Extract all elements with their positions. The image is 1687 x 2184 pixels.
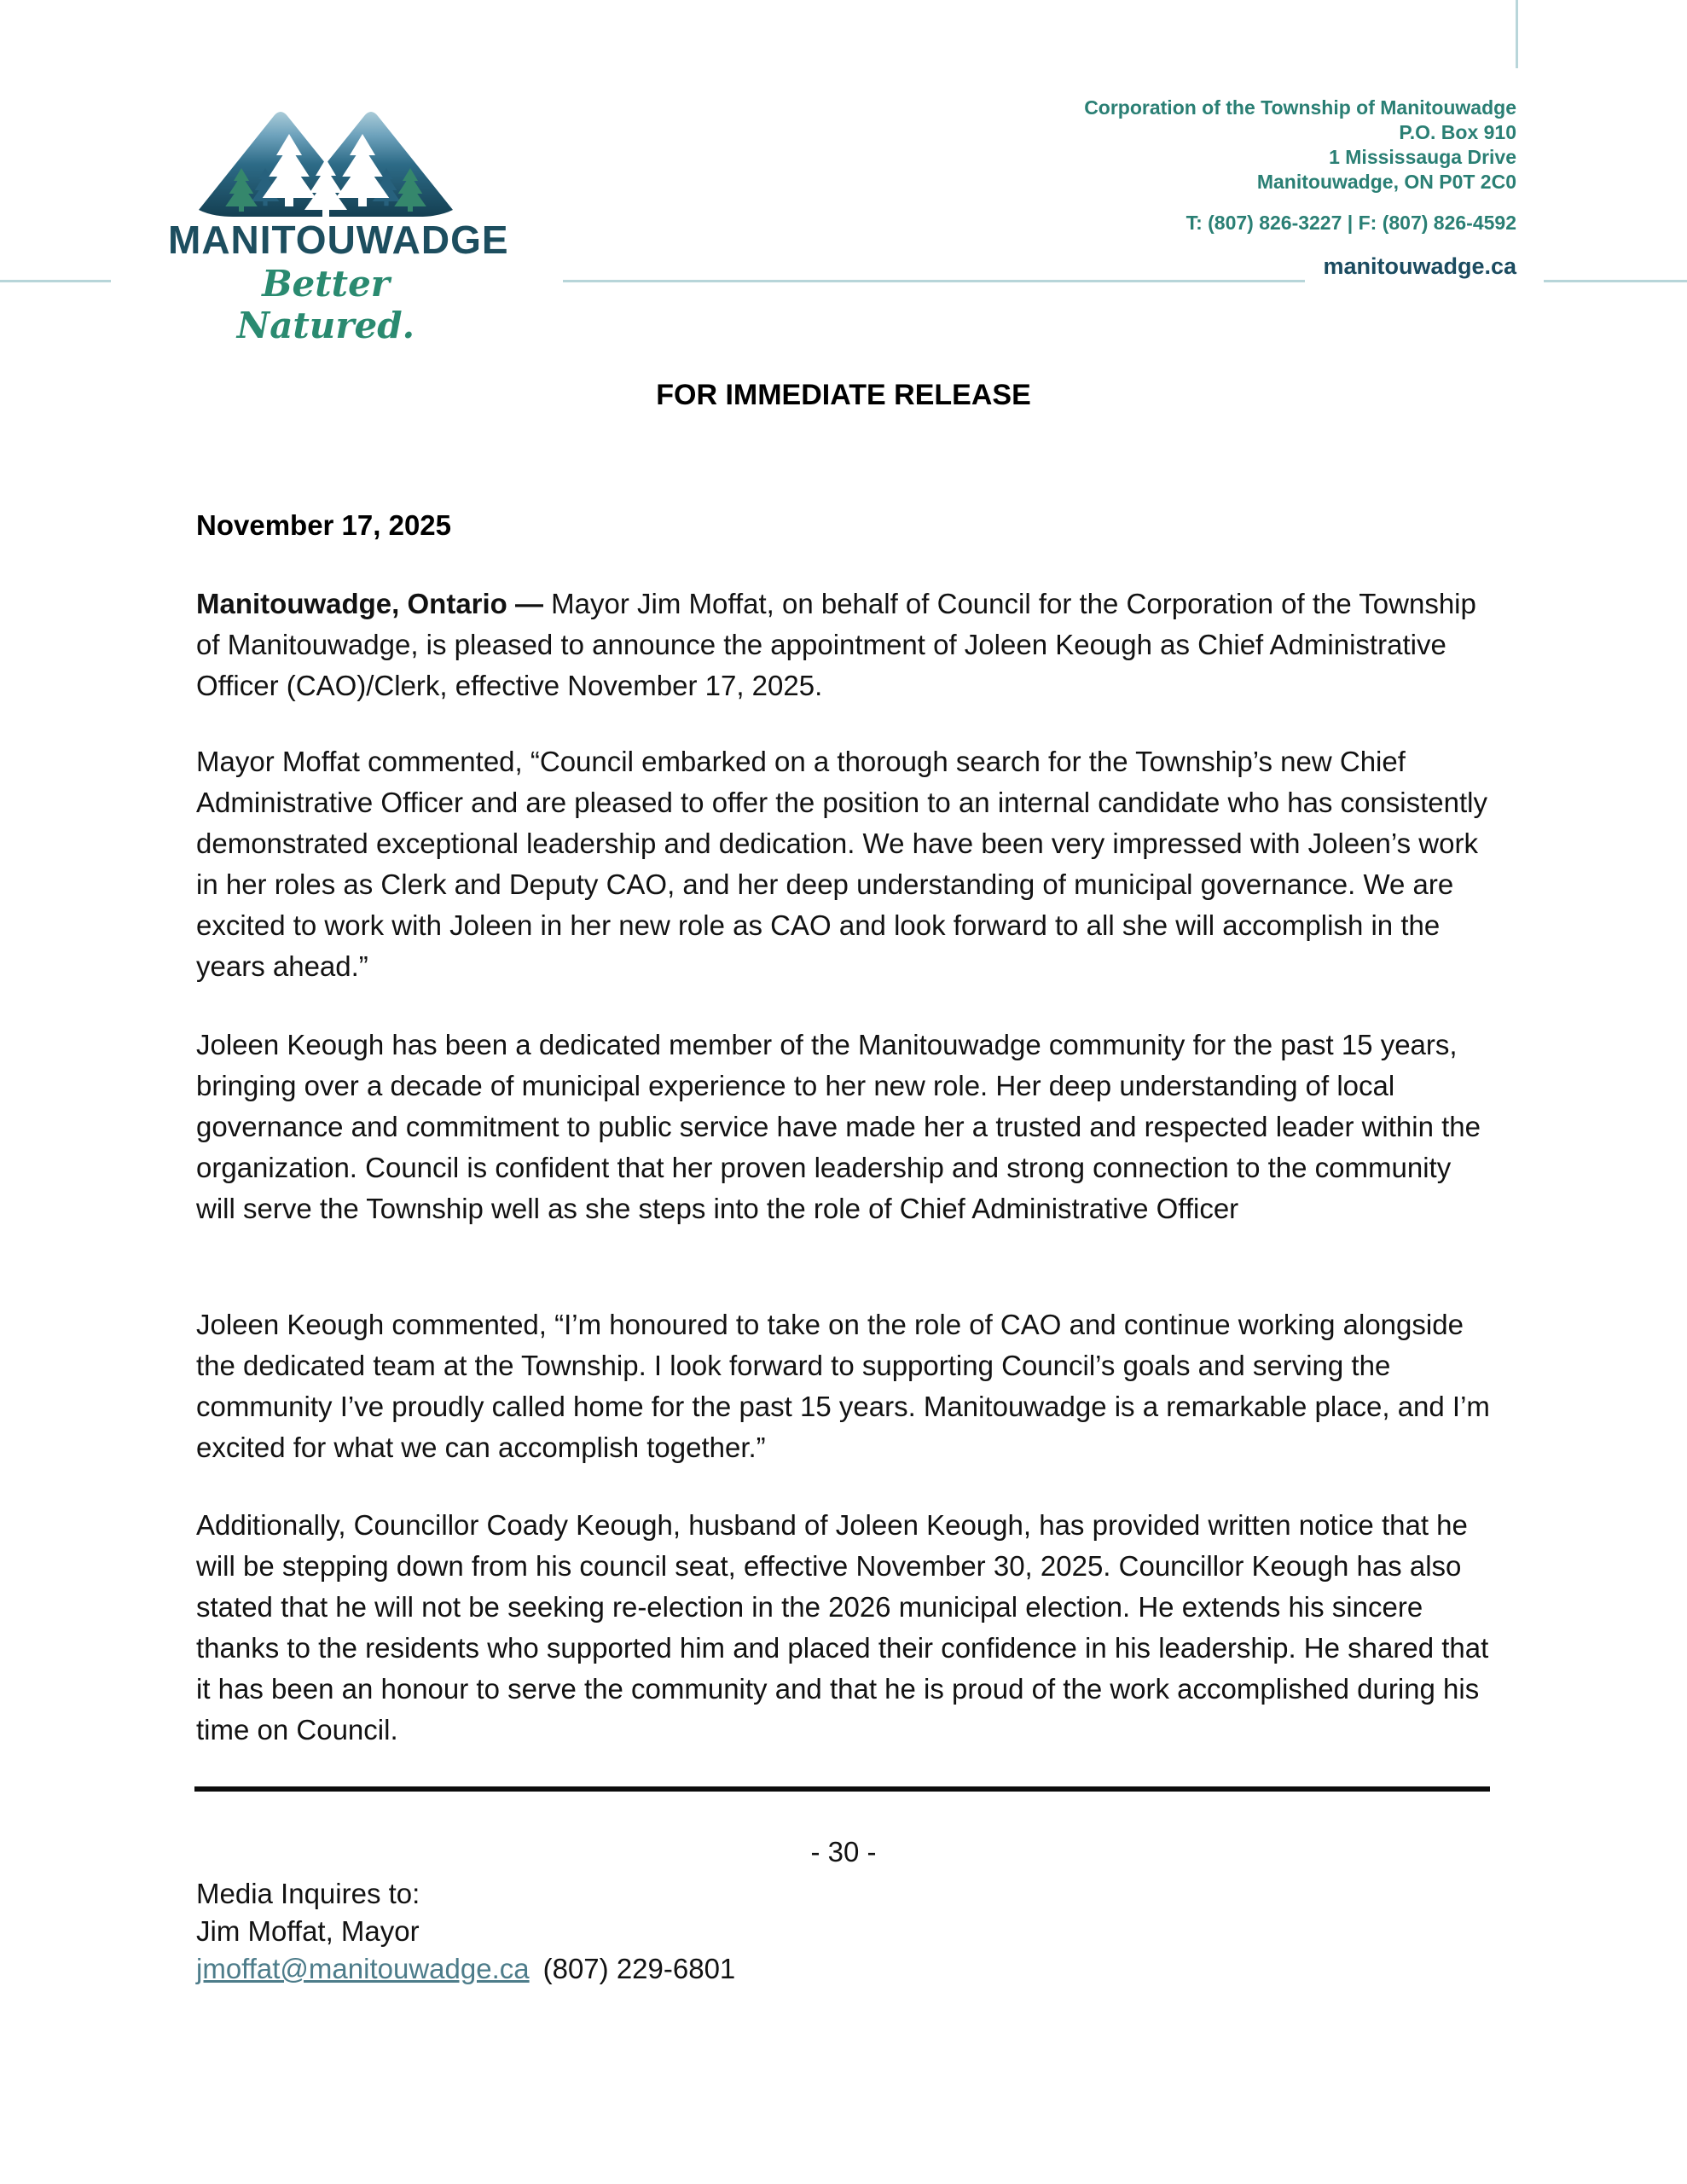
- header-phone-fax: T: (807) 826-3227 | F: (807) 826-4592: [1186, 212, 1516, 234]
- logo-tagline: Better Natured.: [236, 263, 415, 346]
- header-city-postal: Manitouwadge, ON P0T 2C0: [1256, 171, 1516, 193]
- logo-wordmark: MANITOUWADGE: [168, 218, 509, 262]
- paragraph-announcement-text: Mayor Jim Moffat, on behalf of Council for the Corporation of the Township of Manitouwadge, is pleased to announce the appointment of Joleen Keough as Chief Administrative Officer (CAO)/Clerk, effective November 17, 2025.: [196, 588, 1476, 701]
- release-date: November 17, 2025: [196, 509, 452, 541]
- media-inquiries-label: Media Inquires to:: [196, 1878, 420, 1909]
- header-rule-right: [1544, 280, 1687, 282]
- header-org-name: Corporation of the Township of Manitouwadge: [1084, 96, 1516, 119]
- header-street: 1 Mississauga Drive: [1329, 146, 1516, 168]
- end-mark-30: - 30 -: [810, 1836, 877, 1867]
- header-contact-block: [1084, 96, 1516, 235]
- header-po-box: P.O. Box 910: [1399, 121, 1516, 143]
- header-website: manitouwadge.ca: [1323, 253, 1516, 279]
- header-rule-left: [0, 280, 111, 282]
- paragraph-mayor-quote: Mayor Moffat commented, “Council embarked on a thorough search for the Township’s new Chief Administrative Officer and are pleased to offer the position to an internal candidate who has consistently demonstrated exceptional leadership and dedication. We have been very impressed with Joleen’s work in her roles as Clerk and Deputy CAO, and her deep understanding of municipal governance. We are excited to work with Joleen in her new role as CAO and look forward to all she will accomplish in the years ahead.”: [196, 746, 1488, 982]
- media-contact-line: [196, 1950, 735, 1988]
- paragraph-background: Joleen Keough has been a dedicated member of the Manitouwadge community for the past 15 years, bringing over a decade of municipal experience to her new role. Her deep understanding of local governance and commitment to public service have made her a trusted and respected leader within the organization. Council is confident that her proven leadership and strong connection to the community will serve the Township well as she steps into the role of Chief Administrative Officer: [196, 1029, 1481, 1224]
- dateline-bold: Manitouwadge, Ontario —: [196, 588, 544, 619]
- email-link[interactable]: jmoffat@manitouwadge.ca: [196, 1953, 530, 1984]
- release-banner: FOR IMMEDIATE RELEASE: [656, 379, 1031, 411]
- header-vertical-rule: [1516, 0, 1518, 68]
- paragraph-keough-quote: Joleen Keough commented, “I’m honoured to take on the role of CAO and continue working alongside the dedicated team at the Township. I look forward to supporting Council’s goals and serving the community I’ve proudly called home for the past 15 years. Manitouwadge is a remarkable place, and I’m excited for what we can accomplish together.”: [196, 1309, 1490, 1463]
- media-contact-name: Jim Moffat, Mayor: [196, 1915, 420, 1947]
- header-rule-middle: [563, 280, 1305, 282]
- manitouwadge-mountain-logo-icon: [194, 101, 458, 220]
- paragraph-councillor-notice: Additionally, Councillor Coady Keough, husband of Joleen Keough, has provided written notice that he will be stepping down from his council seat, effective November 30, 2025. Councillor Keough has also stated that he will not be seeking re-election in the 2026 municipal election. He extends his sincere thanks to the residents who supported him and placed their confidence in his leadership. He shared that it has been an honour to serve the community and that he is proud of the work accomplished during his time on Council.: [196, 1509, 1489, 1745]
- media-contact-phone: (807) 229-6801: [542, 1953, 736, 1984]
- footer-divider: [194, 1786, 1490, 1792]
- paragraph-announcement: [196, 584, 1493, 706]
- media-contact-block: [196, 1875, 735, 1988]
